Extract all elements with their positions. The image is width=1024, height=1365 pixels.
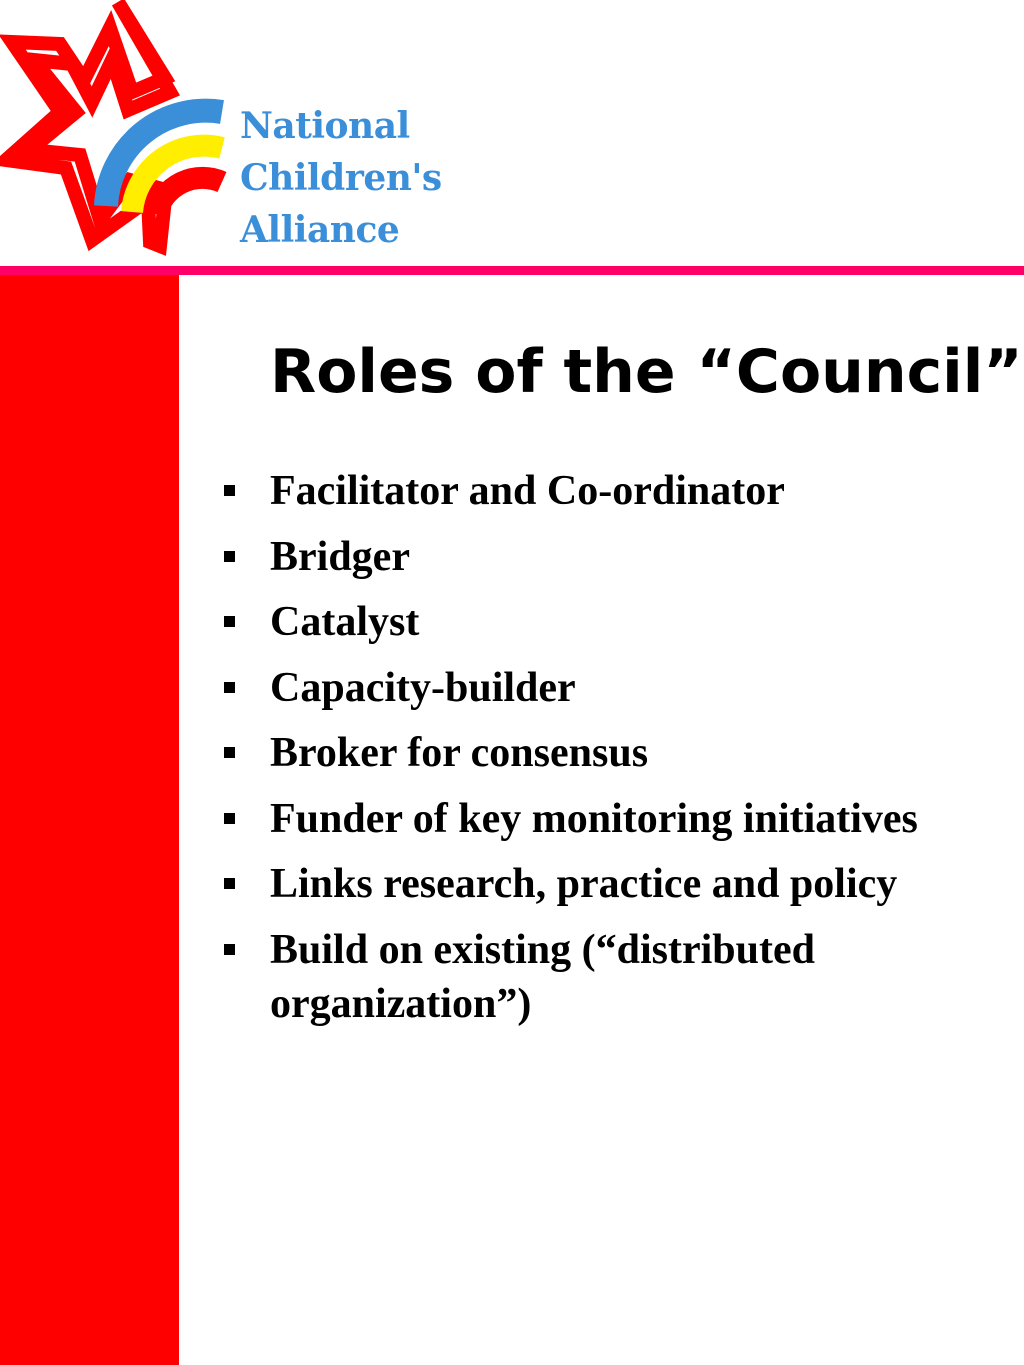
list-item-text: Build on existing (“distributed organization”)	[270, 926, 815, 1027]
square-bullet-icon	[224, 682, 235, 693]
list-item	[218, 530, 1008, 584]
list-item-text: Facilitator and Co-ordinator	[270, 468, 785, 514]
list-item	[218, 726, 1008, 780]
list-item	[218, 792, 1008, 846]
header-divider	[0, 266, 1024, 275]
maple-star-logo-icon	[0, 0, 240, 262]
square-bullet-icon	[224, 485, 235, 496]
square-bullet-icon	[224, 747, 235, 758]
square-bullet-icon	[224, 551, 235, 562]
logo-wordmark	[240, 100, 442, 256]
logo-line-2: Children's	[240, 157, 442, 199]
square-bullet-icon	[224, 878, 235, 889]
list-item-text: Broker for consensus	[270, 730, 649, 776]
list-item	[218, 464, 1008, 518]
list-item-text: Capacity-builder	[270, 664, 576, 711]
square-bullet-icon	[224, 616, 235, 627]
slide-title: Roles of the “Council”	[270, 337, 1023, 407]
bullet-list	[218, 464, 1008, 1042]
square-bullet-icon	[224, 944, 235, 955]
national-childrens-alliance-logo	[0, 0, 460, 262]
list-item-text: Funder of key monitoring initiatives	[270, 795, 918, 842]
list-item-text: Catalyst	[270, 599, 420, 645]
left-red-bar	[0, 275, 179, 1365]
list-item-text: Links research, practice and policy	[270, 861, 898, 907]
logo-line-1: National	[240, 105, 410, 147]
list-item	[218, 857, 1008, 911]
square-bullet-icon	[224, 813, 235, 824]
list-item-text: Bridger	[270, 533, 410, 580]
logo-line-3: Alliance	[240, 209, 400, 251]
list-item	[218, 661, 1008, 715]
list-item	[218, 923, 1008, 1031]
list-item	[218, 595, 1008, 649]
